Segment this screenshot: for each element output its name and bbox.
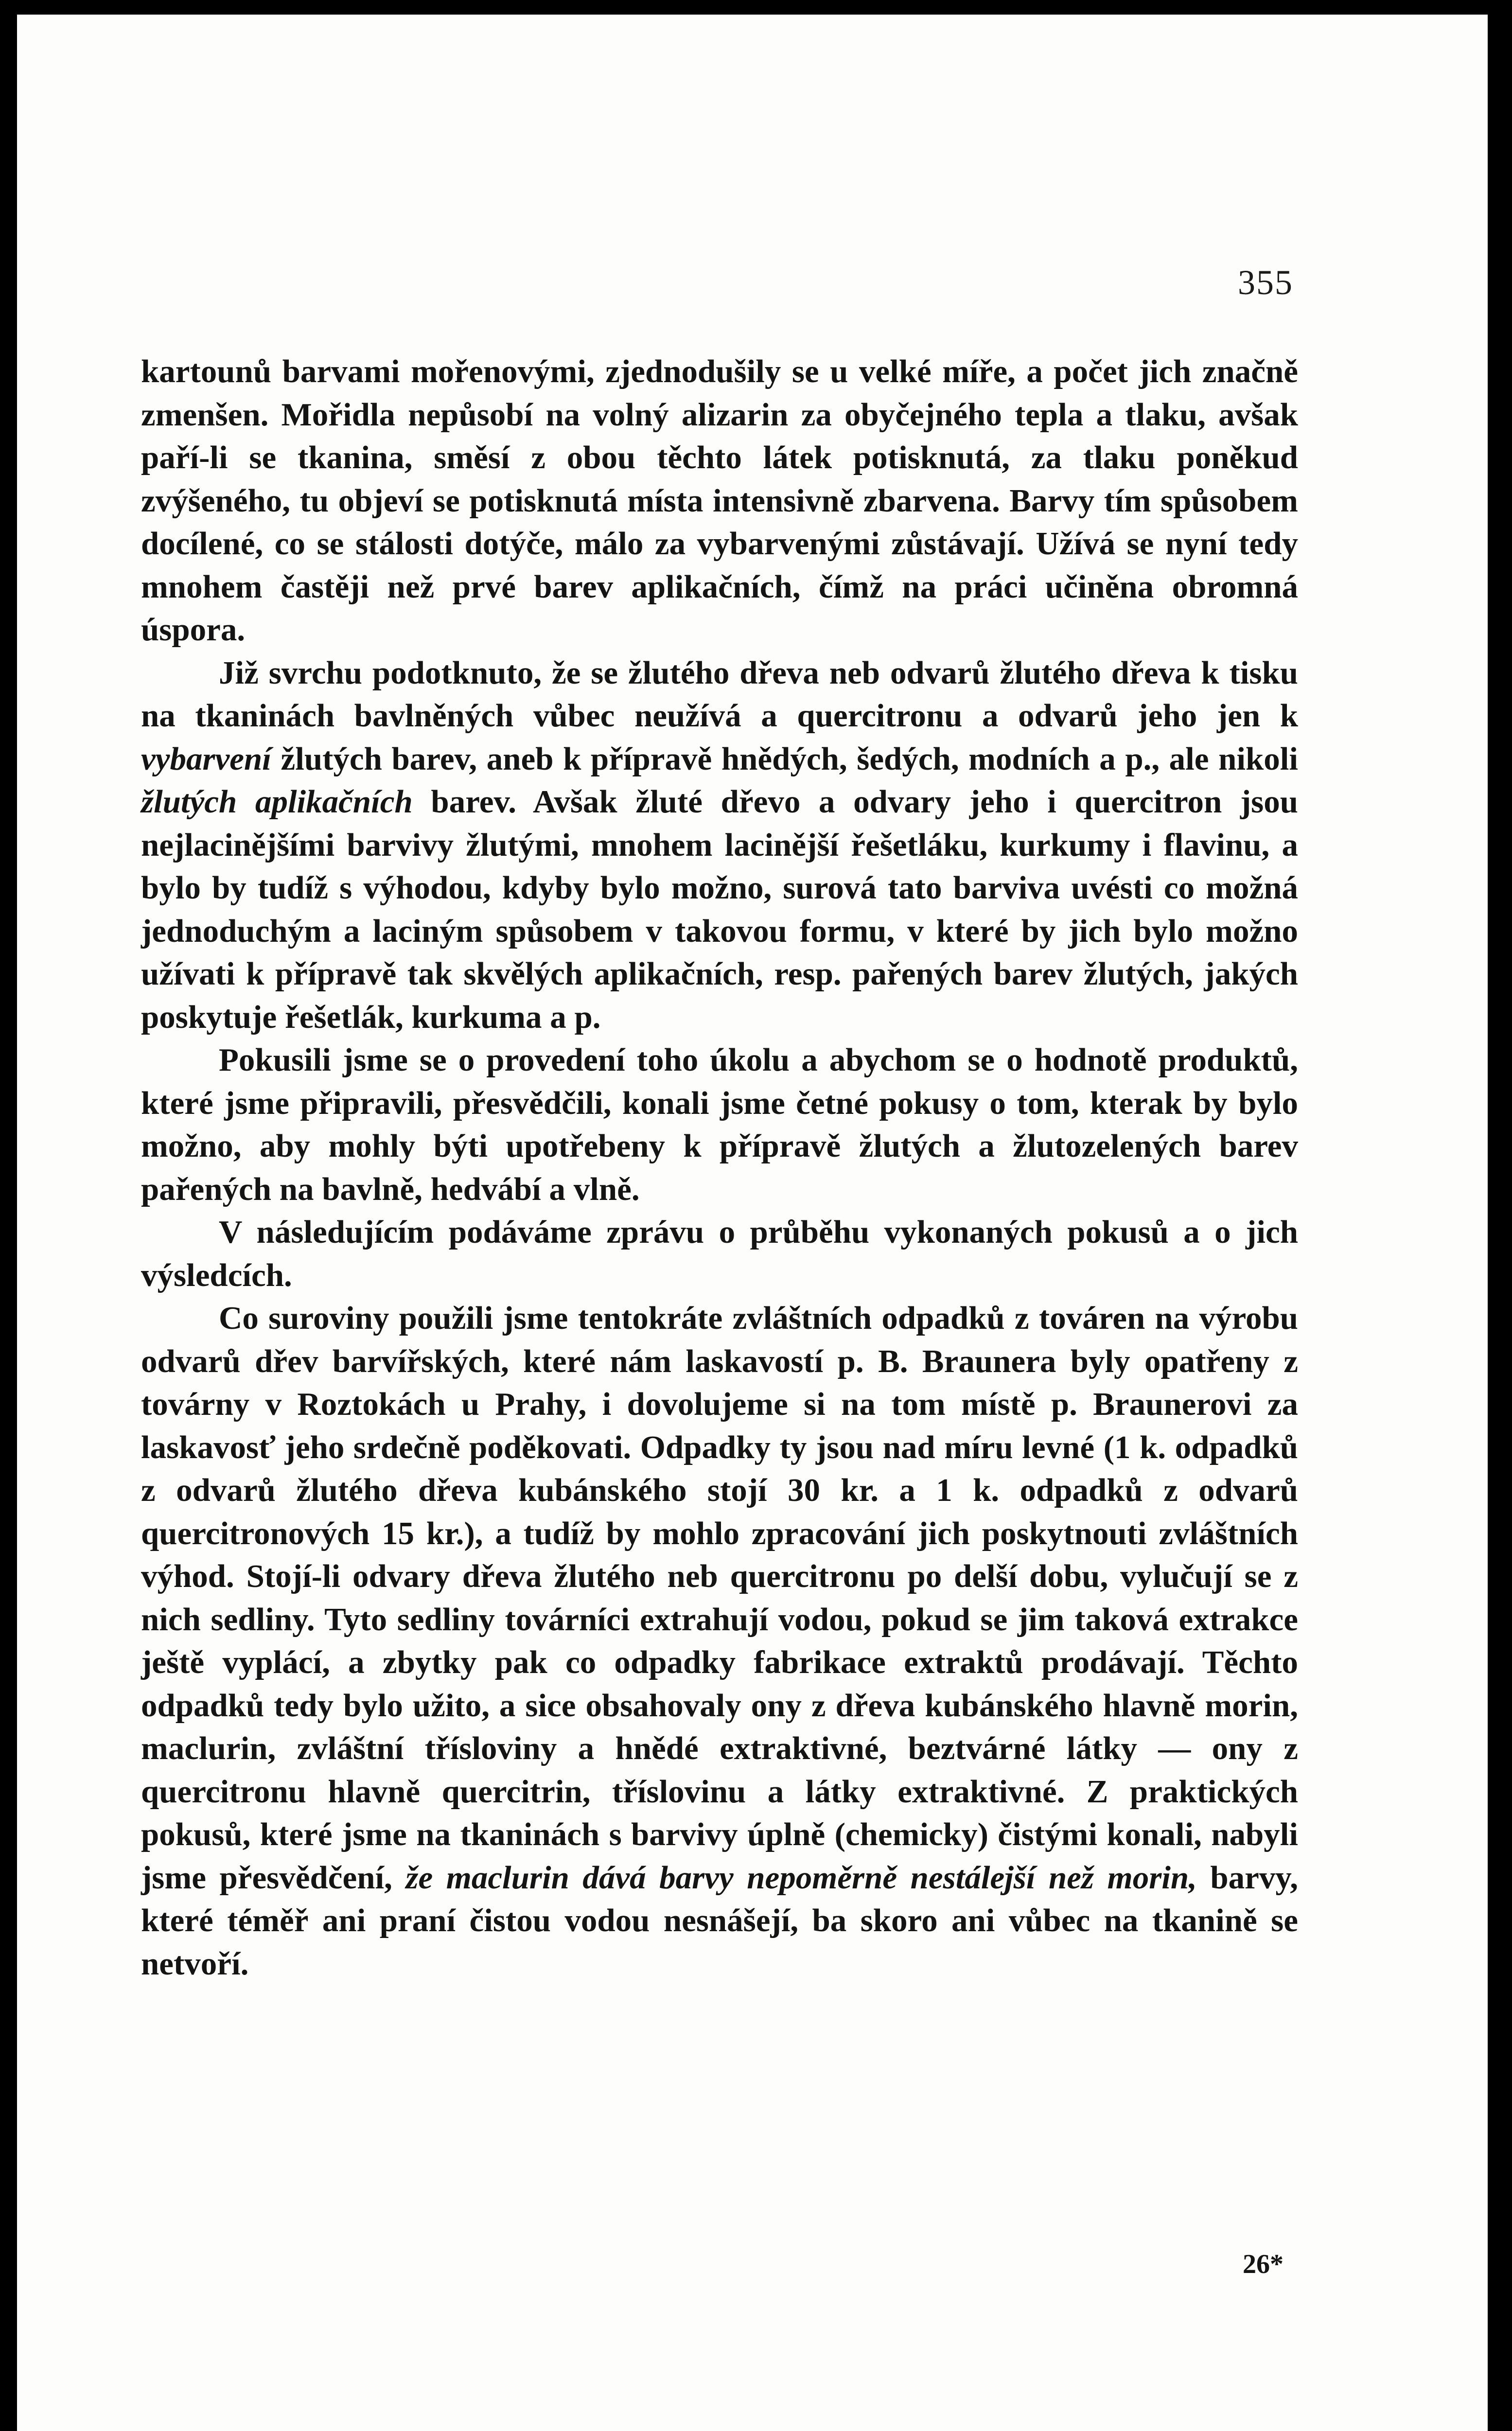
italic-text: žlutých aplikačních — [141, 784, 413, 820]
text-run: barvy, které téměř ani praní čistou vodou nesnášejí, ba skoro ani vůbec na tkanině se netvoří. — [141, 1859, 1298, 1982]
text-run: Pokusili jsme se o provedení toho úkolu a abychom se o hodnotě produktů, které jsme připravili, přesvědčili, konali jsme četné pokusy o tom, kterak by bylo možno, aby mohly býti upotřebeny k přípravě žlutých a žlutozelených barev pařených na bavlně, hedvábí a vlně. — [141, 1042, 1298, 1207]
page-number: 355 — [1238, 263, 1293, 302]
text-run: Již svrchu podotknuto, že se žlutého dřeva neb odvarů žlutého dřeva k tisku na tkaninách bavlněných vůbec neužívá a quercitronu a odvarů jeho jen k — [141, 654, 1298, 734]
paragraph — [141, 350, 1298, 652]
text-run: žlutých barev, aneb k přípravě hnědých, šedých, modních a p., ale nikoli — [271, 740, 1298, 777]
italic-text: že maclurin dává barvy nepoměrně nestálejší než morin, — [405, 1859, 1197, 1896]
text-run: V následujícím podáváme zprávu o průběhu vykonaných pokusů a o jich výsledcích. — [141, 1214, 1298, 1293]
paragraph — [141, 1211, 1298, 1297]
paragraph — [141, 1039, 1298, 1211]
text-run: Co suroviny použili jsme tentokráte zvláštních odpadků z továren na výrobu odvarů dřev barvířských, které nám laskavostí p. B. Braunera byly opatřeny z továrny v Roztokách u Prahy, i dovolujeme si na tom místě p. Braunerovi za laskavosť jeho srdečně poděkovati. Odpadky ty jsou nad míru levné (1 k. odpadků z odvarů žlutého dřeva kubánského stojí 30 kr. a 1 k. odpadků z odvarů quercitronových 15 kr.), a tudíž by mohlo zpracování jich poskytnouti zvláštních výhod. Stojí-li odvary dřeva žlutého neb quercitronu po delší dobu, vylučují se z nich sedliny. Tyto sedliny továrníci extrahují vodou, pokud se jim taková extrakce ještě vyplácí, a zbytky pak co odpadky fabrikace extraktů prodávají. Těchto odpadků tedy bylo užito, a sice obsahovaly ony z dřeva kubánského hlavně morin, maclurin, zvláštní třísloviny a hnědé extraktivné, beztvárné látky — ony z quercitronu hlavně quercitrin, tříslovinu a látky extraktivné. Z praktických pokusů, které jsme na tkaninách s barvivy úplně (chemicky) čistými konali, nabyli jsme přesvědčení, — [141, 1300, 1298, 1896]
italic-text: vybarvení — [141, 740, 271, 777]
body-text — [141, 350, 1298, 1985]
scanned-page — [17, 15, 1488, 2431]
text-run: kartounů barvami mořenovými, zjednodušily se u velké míře, a počet jich značně zmenšen. Mořidla nepůsobí na volný alizarin za obyčejného tepla a tlaku, avšak paří-li se tkanina, směsí z obou těchto látek potisknutá, za tlaku poněkud zvýšeného, tu objeví se potisknutá místa intensivně zbarvena. Barvy tím spůsobem docílené, co se stálosti dotýče, málo za vybarvenými zůstávají. Užívá se nyní tedy mnohem častěji než prvé barev aplikačních, čímž na práci učiněna obromná úspora. — [141, 353, 1298, 648]
paragraph — [141, 652, 1298, 1039]
text-run: barev. Avšak žluté dřevo a odvary jeho i quercitron jsou nejlacinějšími barvivy žlutými, mnohem lacinější řešetláku, kurkumy i flavinu, a bylo by tudíž s výhodou, kdyby bylo možno, surová tato barviva uvésti co možná jednoduchým a laciným spůsobem v takovou formu, v které by jich bylo možno užívati k přípravě tak skvělých aplikačních, resp. pařených barev žlutých, jakých poskytuje řešetlák, kurkuma a p. — [141, 784, 1298, 1035]
signature-mark: 26* — [1243, 2249, 1283, 2279]
paragraph — [141, 1297, 1298, 1985]
